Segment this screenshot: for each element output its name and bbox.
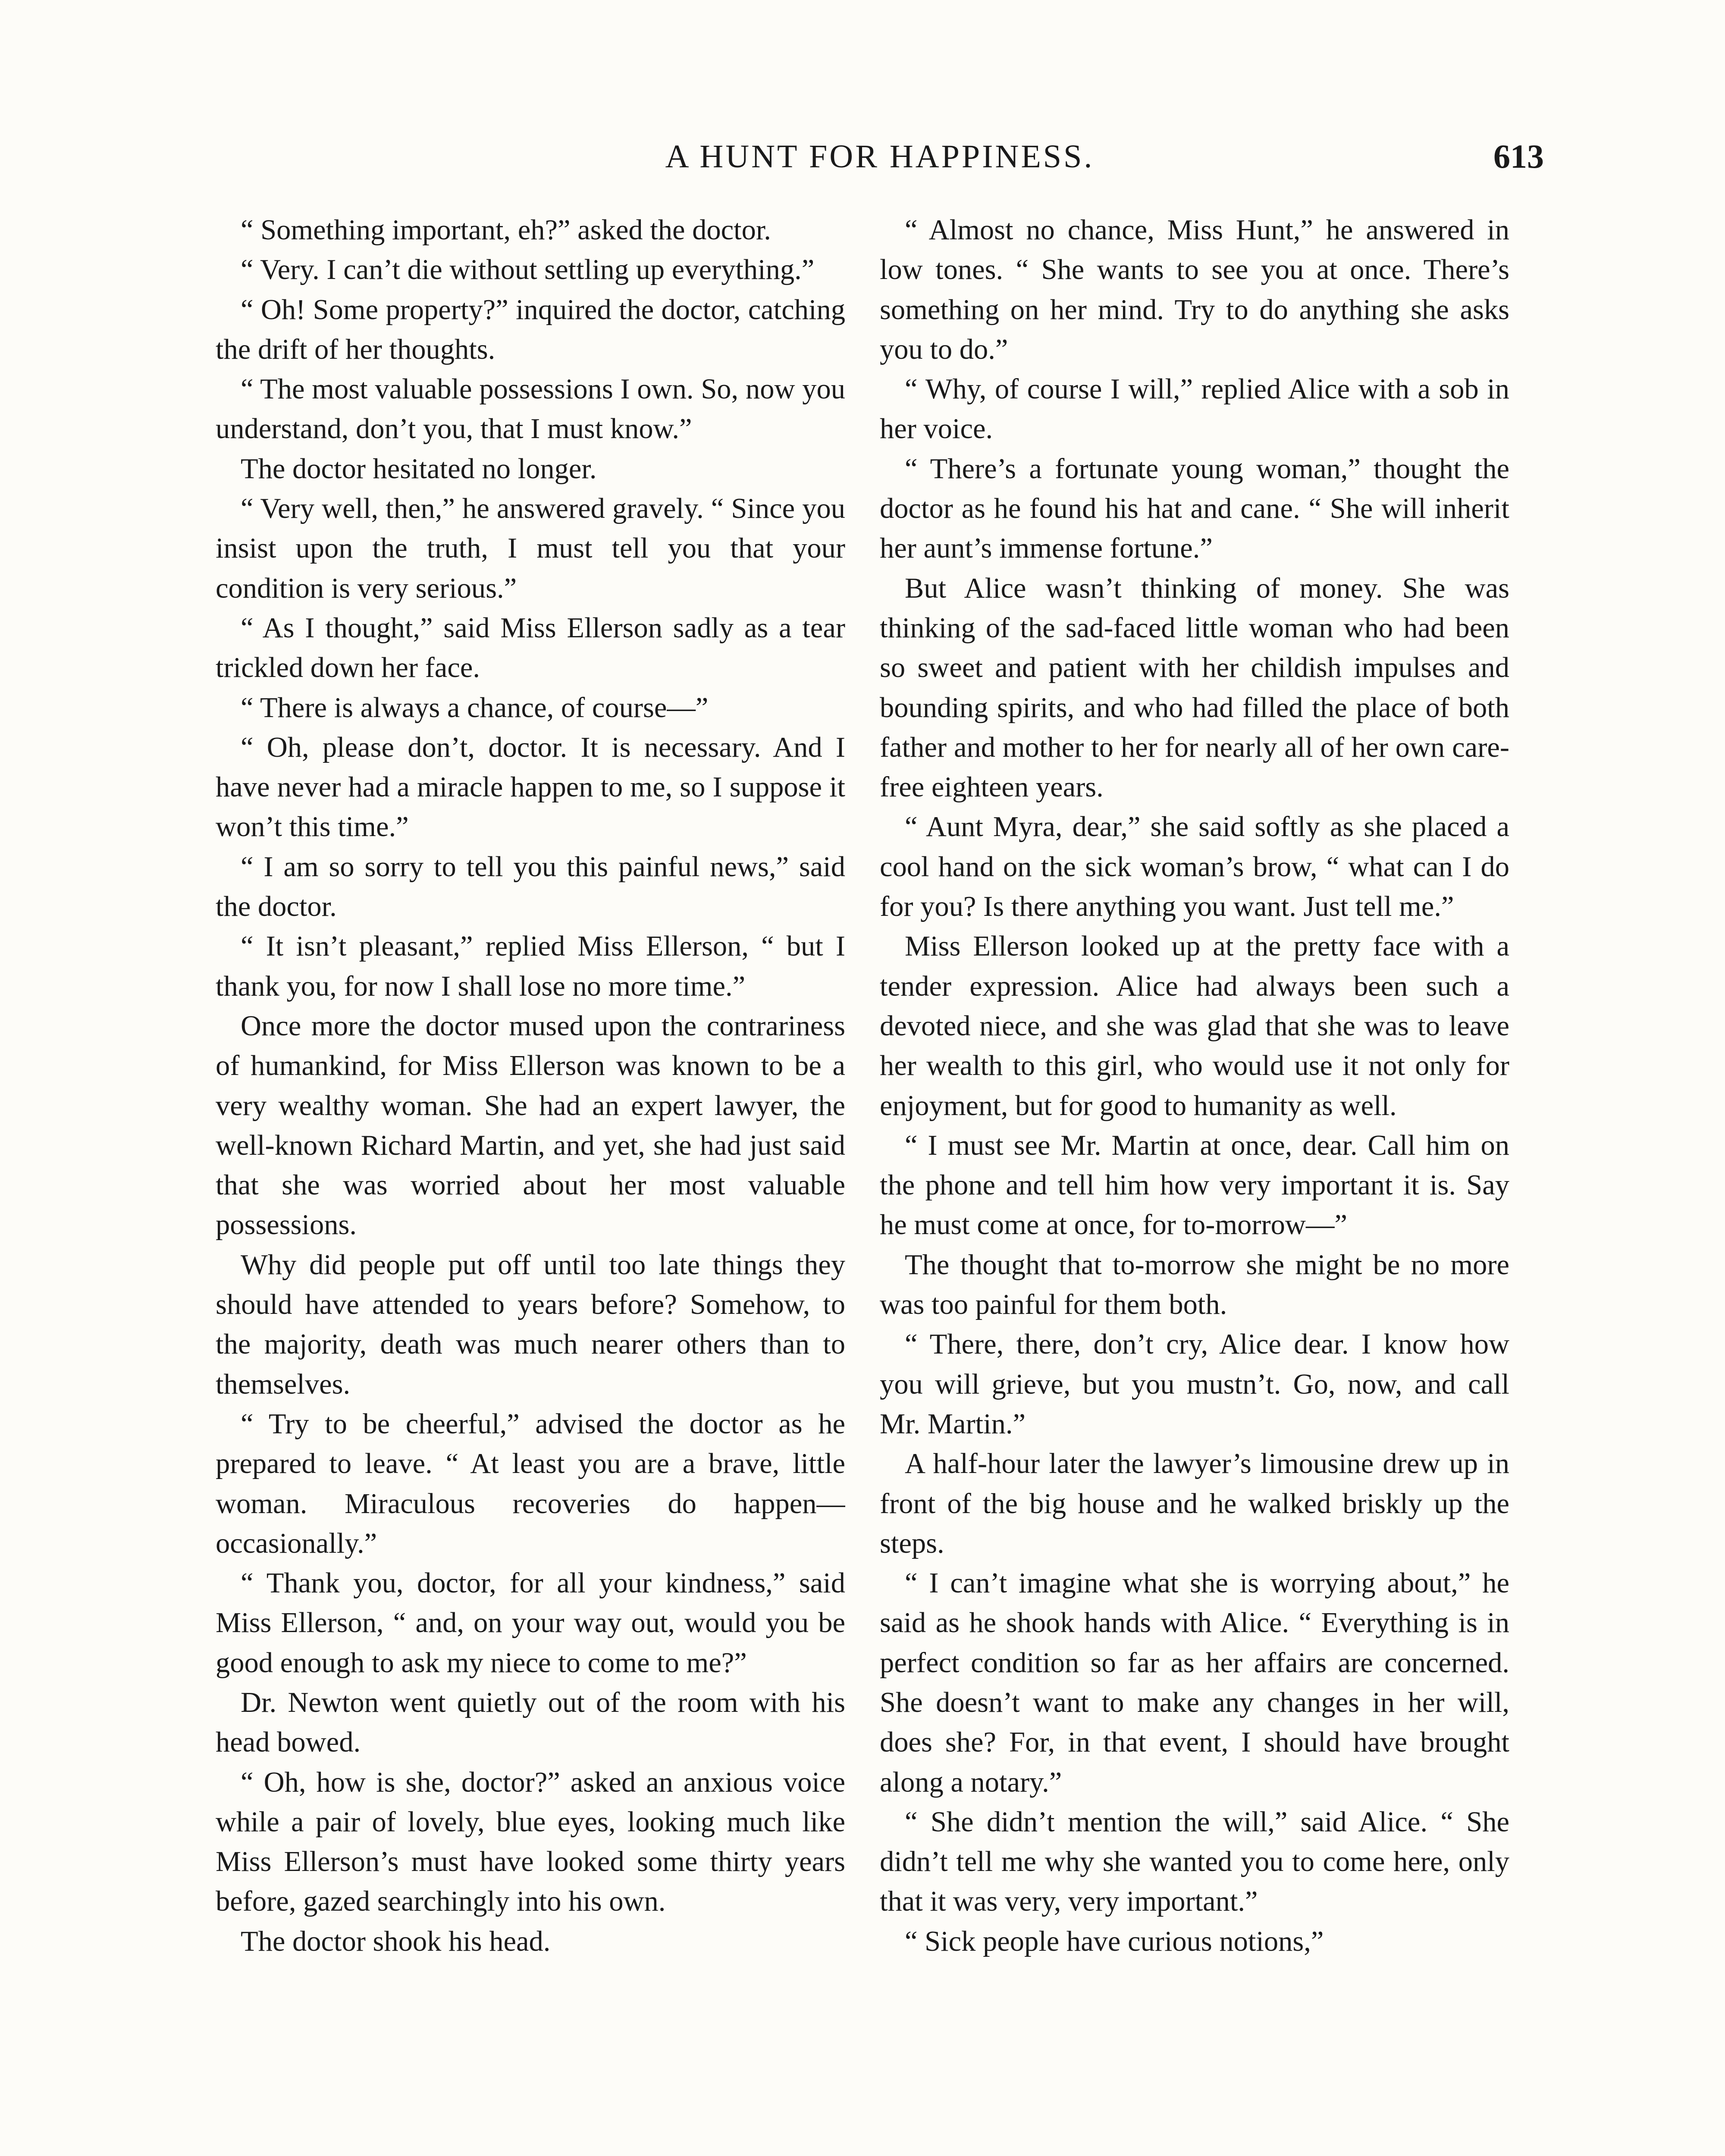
paragraph: The doctor shook his head.: [241, 1925, 551, 1957]
paragraph: “ I must see Mr. Martin at once, dear. Call him on the phone and tell him how very important it is. Say he must come at once, for to-morrow—”: [880, 1129, 1509, 1241]
paragraph: “ Very well, then,” he answered gravely. “ Since you insist upon the truth, I must tell you that your condition is very serious.”: [216, 493, 845, 604]
paragraph: “ There, there, don’t cry, Alice dear. I know how you will grieve, but you mustn’t. Go, now, and call Mr. Martin.”: [880, 1329, 1509, 1440]
paragraph: Miss Ellerson looked up at the pretty face with a tender expression. Alice had always been such a devoted niece, and she was glad that she was to leave her wealth to this girl, who would use it not only for enjoyment, but for good to humanity as well.: [880, 931, 1509, 1122]
paragraph: “ Something important, eh?” asked the doctor.: [241, 214, 771, 246]
paragraph: “ Oh! Some property?” inquired the doctor, catching the drift of her thoughts.: [216, 294, 845, 365]
left-column: [216, 210, 845, 2156]
paragraph: “ Sick people have curious notions,”: [905, 1925, 1324, 1957]
paragraph: “ Almost no chance, Miss Hunt,” he answered in low tones. “ She wants to see you at once. There’s something on her mind. Try to do anything she asks you to do.”: [880, 214, 1509, 365]
paragraph: “ It isn’t pleasant,” replied Miss Ellerson, “ but I thank you, for now I shall lose no more time.”: [216, 931, 845, 1002]
page-header: [216, 133, 1544, 180]
right-column: [880, 210, 1509, 2156]
paragraph: “ The most valuable possessions I own. So, now you understand, don’t you, that I must know.”: [216, 373, 845, 445]
paragraph: “ I can’t imagine what she is worrying about,” he said as he shook hands with Alice. “ Everything is in perfect condition so far as her affairs are concerned. She doesn’t want to make any changes in her will, does she? For, in that event, I should have brought along a notary.”: [880, 1567, 1509, 1798]
paragraph: A half-hour later the lawyer’s limousine drew up in front of the big house and he walked briskly up the steps.: [880, 1448, 1509, 1559]
paragraph: “ Try to be cheerful,” advised the doctor as he prepared to leave. “ At least you are a brave, little woman. Miraculous recoveries do happen—occasionally.”: [216, 1408, 845, 1559]
paragraph: Dr. Newton went quietly out of the room with his head bowed.: [216, 1686, 845, 1758]
paragraph: Why did people put off until too late things they should have attended to years before? Somehow, to the majority, death was much nearer others than to themselves.: [216, 1249, 845, 1400]
paragraph: “ Very. I can’t die without settling up everything.”: [241, 254, 815, 286]
paragraph: “ Aunt Myra, dear,” she said softly as she placed a cool hand on the sick woman’s brow, “ what can I do for you? Is there anything you want. Just tell me.”: [880, 811, 1509, 923]
paragraph: The doctor hesitated no longer.: [241, 453, 597, 485]
paragraph: “ There’s a fortunate young woman,” thought the doctor as he found his hat and cane. “ She will inherit her aunt’s immense fortune.”: [880, 453, 1509, 564]
paragraph: “ She didn’t mention the will,” said Alice. “ She didn’t tell me why she wanted you to come here, only that it was very, very important.”: [880, 1806, 1509, 1918]
paragraph: But Alice wasn’t thinking of money. She was thinking of the sad-faced little woman who had been so sweet and patient with her childish impulses and bounding spirits, and who had filled the place of both father and mother to her for nearly all of her own care-free eighteen years.: [880, 572, 1509, 803]
running-title: A HUNT FOR HAPPINESS.: [665, 138, 1095, 175]
paragraph: “ As I thought,” said Miss Ellerson sadly as a tear trickled down her face.: [216, 612, 845, 684]
page-number: 613: [1493, 138, 1544, 175]
paragraph: “ I am so sorry to tell you this painful news,” said the doctor.: [216, 851, 845, 923]
paragraph: Once more the doctor mused upon the contrariness of humankind, for Miss Ellerson was known to be a very wealthy woman. She had an expert lawyer, the well-known Richard Martin, and yet, she had just said that she was worried about her most valuable possessions.: [216, 1010, 845, 1241]
paragraph: “ Thank you, doctor, for all your kindness,” said Miss Ellerson, “ and, on your way out, would you be good enough to ask my niece to come to me?”: [216, 1567, 845, 1679]
paragraph: “ Why, of course I will,” replied Alice with a sob in her voice.: [880, 373, 1509, 445]
paragraph: The thought that to-morrow she might be no more was too painful for them both.: [880, 1249, 1509, 1321]
paragraph: “ There is always a chance, of course—”: [241, 692, 709, 724]
paragraph: “ Oh, please don’t, doctor. It is necessary. And I have never had a miracle happen to me, so I suppose it won’t this time.”: [216, 731, 845, 843]
paragraph: “ Oh, how is she, doctor?” asked an anxious voice while a pair of lovely, blue eyes, looking much like Miss Ellerson’s must have looked some thirty years before, gazed searchingly into his own.: [216, 1766, 845, 1918]
